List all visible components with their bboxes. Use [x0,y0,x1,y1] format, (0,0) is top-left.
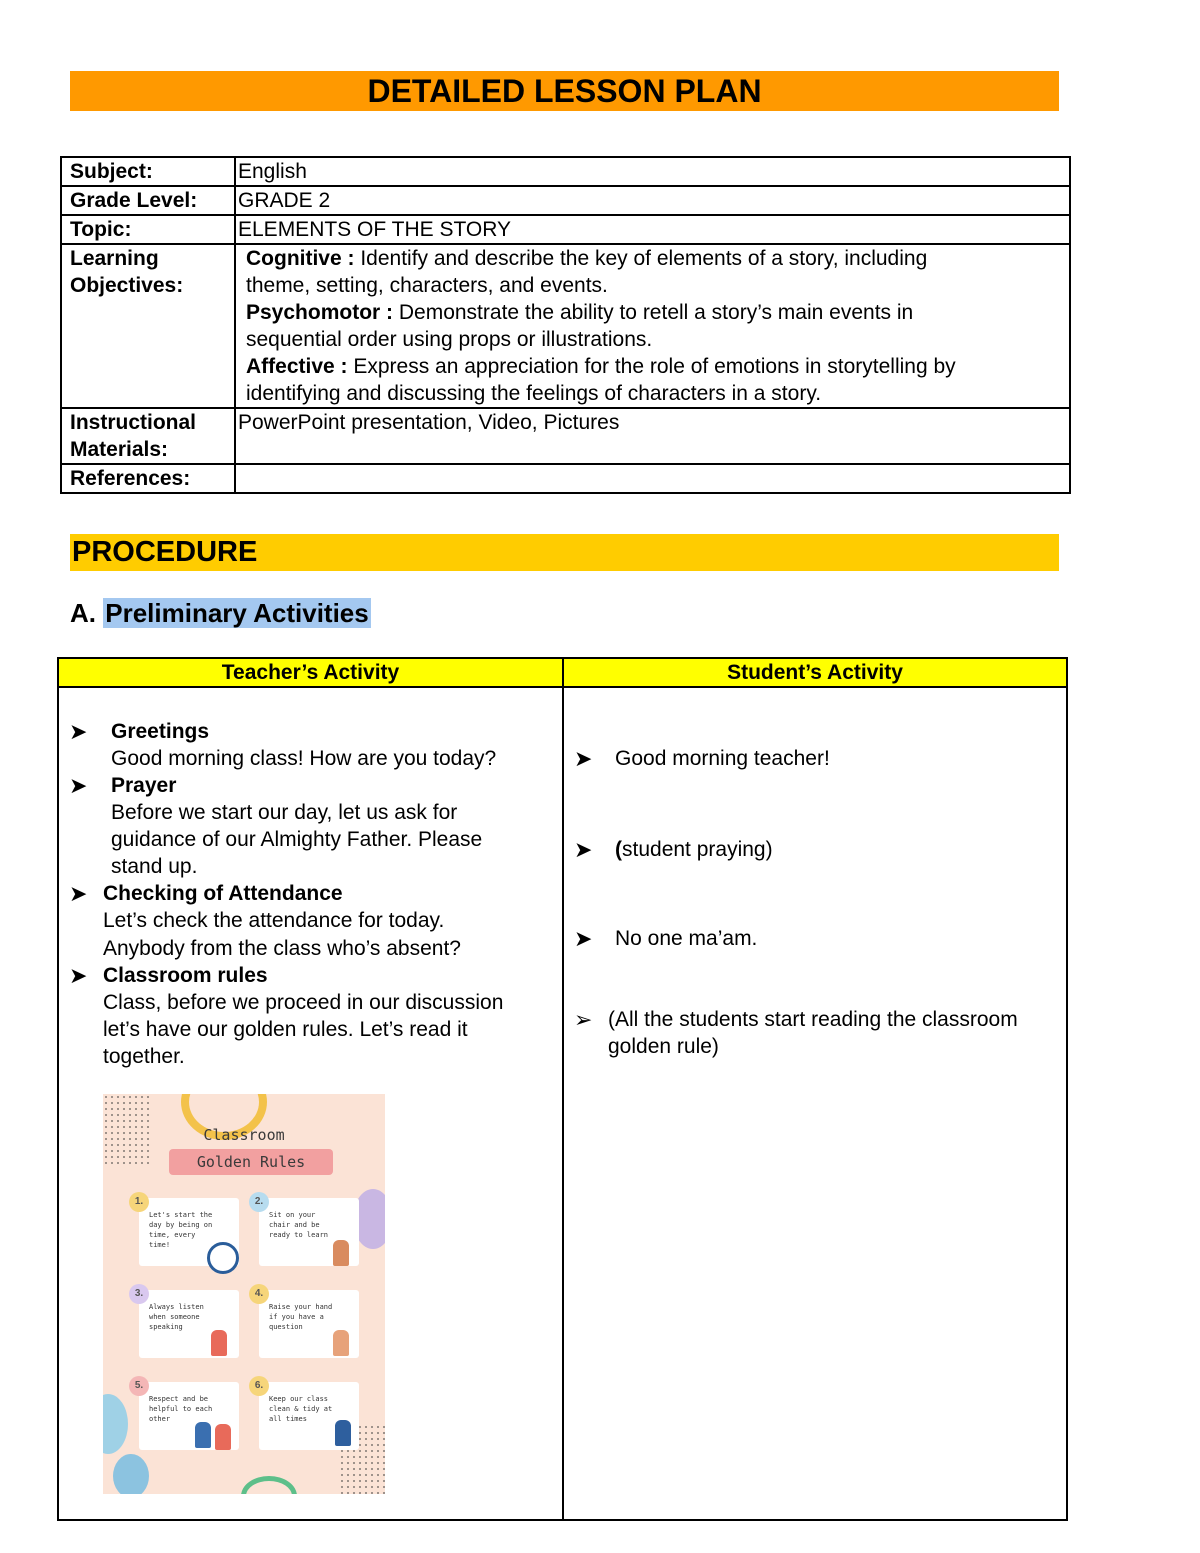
objectives-label-line1: Learning [70,247,159,270]
poster-rule-card [254,1288,359,1358]
poster-rule-card [134,1380,239,1450]
objective-psychomotor-label: Psychomotor : [246,301,394,324]
student-figure-icon [333,1240,349,1266]
objective-affective-cont: identifying and discussing the feelings of characters in a story. [246,382,822,405]
materials-label [61,408,235,464]
student-activity-cell [563,687,1067,1520]
objective-affective-label: Affective : [246,355,348,378]
rules-text-1: Class, before we proceed in our discussion [103,991,504,1014]
clock-icon [207,1242,239,1274]
rules-title: Classroom rules [103,964,268,987]
student-figure-icon [211,1330,227,1356]
poster-banner: Golden Rules [169,1149,333,1175]
objective-psychomotor [246,299,1057,326]
document-title: DETAILED LESSON PLAN [70,71,1059,111]
student-figure-icon [195,1422,211,1448]
objective-affective [246,353,1057,380]
section-title: Preliminary Activities [105,598,369,628]
poster-rule-card [134,1196,239,1266]
teacher-activity-cell [58,687,563,1520]
poster-rule-number: 3. [129,1284,149,1304]
attendance-text-1: Let’s check the attendance for today. [103,909,445,932]
references-label: References: [61,464,235,493]
arrowhead-bullet-icon: ➤ [574,926,593,951]
lesson-info-table [60,156,1071,494]
poster-rule-text: Always listen when someone speaking [149,1303,204,1331]
student-response-attendance: No one ma’am. [615,927,758,950]
poster-rule-text: Keep our class clean & tidy at all times [269,1395,333,1423]
arrowhead-bullet-icon: ➤ [574,837,593,862]
poster-rule-number: 5. [129,1376,149,1396]
poster-leaf-decoration [103,1394,128,1454]
prayer-text-1: Before we start our day, let us ask for [111,801,458,824]
rules-text-3: together. [103,1045,185,1068]
classroom-rules-poster [103,1094,385,1494]
poster-rule-text: Raise your hand if you have a question [269,1303,333,1331]
objective-psychomotor-text1: Demonstrate the ability to retell a story’s main events in [393,301,914,324]
objective-cognitive-text1: Identify and describe the key of elements of a story, including [354,247,928,270]
student-figure-icon [215,1424,231,1450]
topic-label: Topic: [61,215,235,244]
student-figure-icon [333,1330,349,1356]
objectives-label-line2: Objectives: [70,274,184,297]
objective-cognitive-label: Cognitive : [246,247,355,270]
prayer-title: Prayer [111,774,177,797]
materials-label-line2: Materials: [70,438,169,461]
arrowhead-bullet-icon: ➤ [69,773,88,798]
student-figure-icon [335,1420,351,1446]
greetings-title: Greetings [111,720,210,743]
activity-table [57,657,1068,1521]
greetings-text: Good morning class! How are you today? [111,747,497,770]
arrowhead-bullet-icon: ➢ [574,1007,593,1032]
student-response-rules-2: golden rule) [608,1035,719,1058]
teacher-activity-header: Teacher’s Activity [58,658,563,687]
arrowhead-bullet-icon: ➤ [69,963,88,988]
poster-rule-number: 2. [249,1192,269,1212]
topic-value: ELEMENTS OF THE STORY [235,215,1070,244]
poster-rule-card [134,1288,239,1358]
poster-rule-text: Let's start the day by being on time, every time! [149,1211,213,1249]
subject-value: English [235,157,1070,186]
objective-cognitive-cont: theme, setting, characters, and events. [246,274,608,297]
prayer-text-3: stand up. [111,855,198,878]
rules-text-2: let’s have our golden rules. Let’s read it [103,1018,468,1041]
objective-psychomotor-cont: sequential order using props or illustrations. [246,328,653,351]
subject-label: Subject: [61,157,235,186]
student-response-prayer [615,836,773,863]
materials-label-line1: Instructional [70,411,197,434]
procedure-heading: PROCEDURE [70,534,1059,571]
poster-leaf-decoration [113,1454,149,1494]
poster-rule-number: 6. [249,1376,269,1396]
references-value [235,464,1070,493]
objectives-value [235,244,1070,408]
prayer-text-2: guidance of our Almighty Father. Please [111,828,483,851]
arrowhead-bullet-icon: ➤ [69,881,88,906]
poster-rule-card [254,1196,359,1266]
objectives-label [61,244,235,408]
grade-label: Grade Level: [61,186,235,215]
section-heading [70,597,371,629]
materials-value: PowerPoint presentation, Video, Pictures [235,408,1070,464]
poster-rule-number: 1. [129,1192,149,1212]
student-response-rules-1: (All the students start reading the classroom [608,1008,1018,1031]
attendance-text-2: Anybody from the class who’s absent? [103,937,461,960]
attendance-title: Checking of Attendance [103,882,343,905]
poster-rule-text: Respect and be helpful to each other [149,1395,213,1423]
poster-squiggle-decoration [241,1476,297,1494]
grade-value: GRADE 2 [235,186,1070,215]
arrowhead-bullet-icon: ➤ [69,719,88,744]
objective-cognitive [246,245,1057,272]
objective-affective-text1: Express an appreciation for the role of emotions in storytelling by [347,355,956,378]
poster-rule-number: 4. [249,1284,269,1304]
student-response-prayer-paren: ( [615,838,622,861]
poster-rule-text: Sit on your chair and be ready to learn [269,1211,329,1239]
student-response-greeting: Good morning teacher! [615,747,830,770]
student-response-prayer-text: student praying) [622,838,773,861]
student-activity-header: Student’s Activity [563,658,1067,687]
section-letter: A. [70,598,96,628]
poster-title: Classroom [203,1126,285,1144]
poster-rule-card [254,1380,359,1450]
arrowhead-bullet-icon: ➤ [574,746,593,771]
